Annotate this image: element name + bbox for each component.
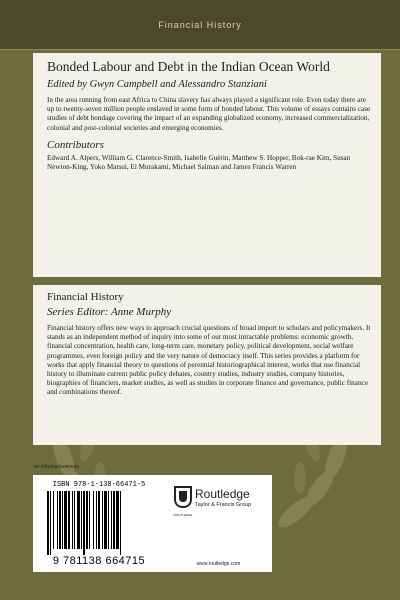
book-blurb: In the area running from east Africa to China slavery has always played a significant role. Even today there are up to twenty-seven million people enslaved in some form of bonded labour. This volume of essays contains case studies of debt bondage covering the impact of an expanding globalized economy, increased commercialization, colonial and post-colonial societies and emerging economies. xyxy=(47,96,371,132)
series-description: Financial history offers new ways to approach crucial questions of broad import to scholars and policymakers. It stands as an independent method of inquiry into some of our most intractable problems: economic growth, financial concentration, health care, long-term care, monetary policy, political development, social welfare programmes, even foreign policy and the very nature of democracy itself. This series provides a platform for works that apply financial theory to questions of perennial historiographical interest, works that use financial history to illuminate current public policy debates, country studies, industry studies, company histories, biographies of financiers, market studies, as well as studies in corporate finance and governance, public finance and combinations thereof. xyxy=(47,324,371,397)
barcode-digits: 9 781138 664715 xyxy=(52,555,146,567)
barcode xyxy=(45,491,157,555)
book-description-panel xyxy=(33,53,381,277)
book-editors: Edited by Gwyn Campbell and Alessandro Stanziani xyxy=(47,79,267,90)
contributors-list: Edward A. Alpers, William G. Clarence-Smith, Isabelle Guérin, Matthew S. Hopper, Bok-rae Kim, Susan Newton-King, Yoko Matsui, Ei Murakami, Michael Salman and James Francis Warren xyxy=(47,153,351,172)
series-header-label: Financial History xyxy=(158,20,242,30)
publisher-url: www.routledge.com xyxy=(196,561,241,567)
series-header-bar xyxy=(0,0,400,50)
logo-text: ROUTLEDGE xyxy=(173,513,193,517)
publisher-name: Routledge xyxy=(195,487,250,501)
series-description-panel xyxy=(33,285,381,445)
series-heading: Financial History xyxy=(47,291,124,303)
isbn-barcode-box xyxy=(33,475,165,572)
isbn-number: ISBN 978-1-138-66471-5 xyxy=(52,481,146,489)
routledge-logo-icon xyxy=(173,485,193,519)
informa-label: an informa business xyxy=(34,464,79,470)
contributors-heading: Contributors xyxy=(47,138,104,151)
header-divider xyxy=(0,49,400,50)
series-editor: Series Editor: Anne Murphy xyxy=(47,306,172,318)
publisher-group: Taylor & Francis Group xyxy=(195,502,252,508)
publisher-box xyxy=(165,475,272,572)
book-title: Bonded Labour and Debt in the Indian Ocean World xyxy=(47,59,330,74)
